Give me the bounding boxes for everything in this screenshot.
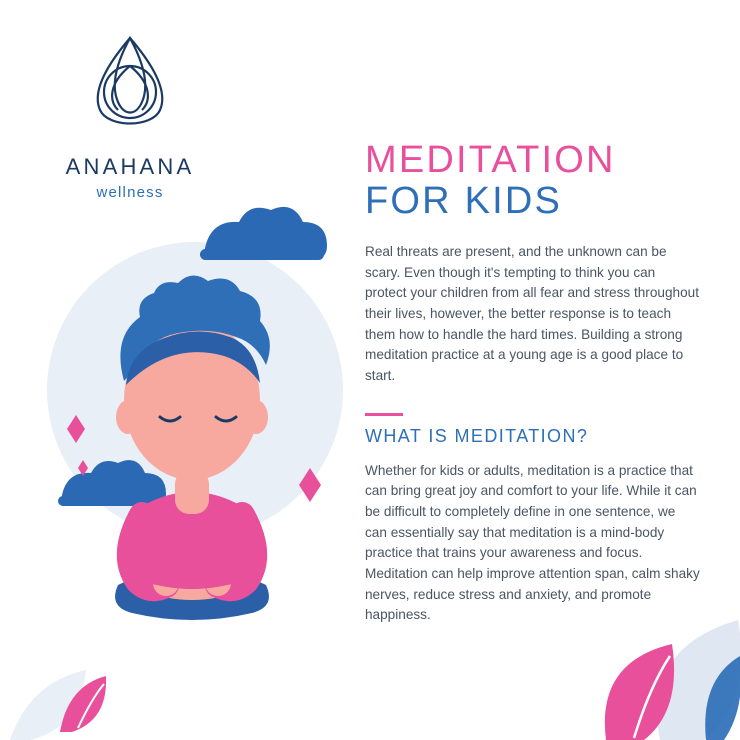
title-line-2: FOR KIDS [365,180,563,223]
brand-block [40,30,220,201]
intro-paragraph: Real threats are present, and the unknown can be scary. Even though it's tempting to think you can protect your children from all fear and stress throughout their lives, however, the better response is to teach them how to handle the hard times. Building a strong meditation practice at a young age is a good place to start. [365,244,699,383]
brand-tagline: wellness [96,184,164,201]
trinity-knot-icon [70,30,190,140]
leaf-icon [0,600,260,740]
page-title [365,140,700,222]
cloud-icon [200,207,327,260]
right-ear [244,400,268,434]
section-paragraph: Whether for kids or adults, meditation is a practice that can bring great joy and comfort to your life. While it can be difficult to completely define in one sentence, we can essentially say that meditation is a mind-body practice that trains your awareness and focus. Meditation can help improve attention span, calm shaky nerves, reduce stress and anxiety, and promote happiness. [365,462,700,623]
brand-name: ANAHANA [65,154,195,179]
section-divider [365,413,403,416]
left-ear [116,400,140,434]
meditating-child-illustration [20,185,360,655]
title-line-1: MEDITATION [365,139,616,181]
section-title: WHAT IS MEDITATION? [365,425,589,446]
content-column [365,140,700,626]
